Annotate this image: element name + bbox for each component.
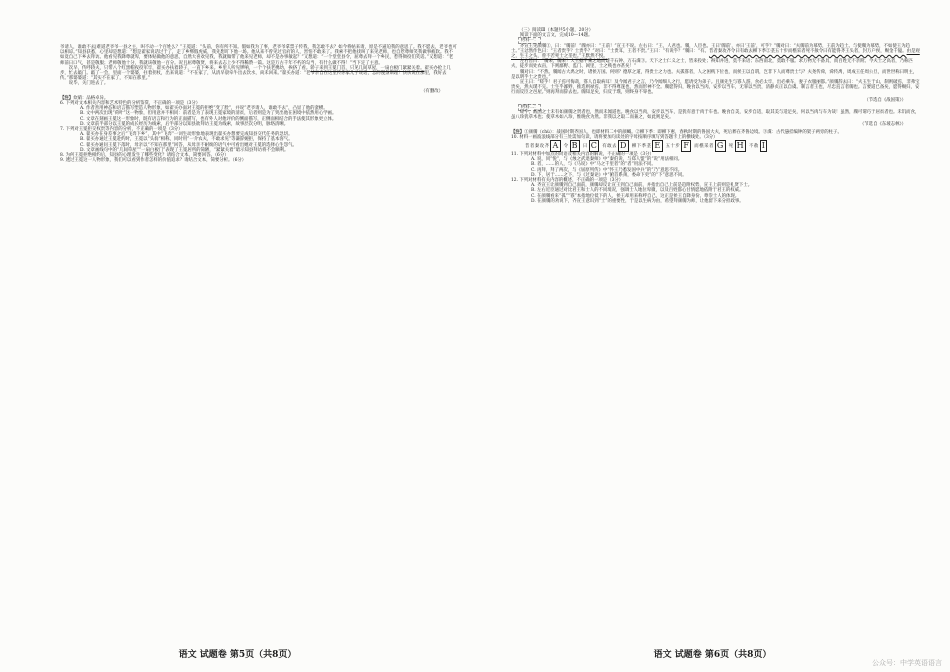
material-1-source: （节选自《战国策》） bbox=[864, 97, 906, 103]
material-1-paragraph-2: 左右皆曰：“斶来，斶来！大王据千乘之地而建千石钟、万石虡③。天下之士仁义之士，皆来役处；辩知并进，莫不来语；东西南北，莫敢不服。求万物无不备具，而百姓无不亲附。今夫士之高者，乃称匹夫，徒步而处农亩，下则鄙野、监门、闾里，士之贱也亦甚矣！” bbox=[511, 59, 913, 70]
wavy-underlined-passage: 昔者秦攻齐令曰有敢去柳下季②垄五十步而樵采者死不赦令曰有能得齐王头者，封万户侯，赐金千镒。 bbox=[708, 48, 907, 54]
question-11-option-c: C. 再拜，拜了两次，与《屈原列传》中“怀王乃悉发国中兵”的“乃”意思不同。 bbox=[531, 167, 683, 173]
material-2-label-text: 材料二： bbox=[518, 104, 542, 111]
q10-box-g: G bbox=[716, 141, 724, 151]
right-page bbox=[475, 0, 950, 672]
question-12-option-c: C. 在颜斶看来“孤”“寡”本指地位低下的人，侯王却用来称呼自己，这正是侯王自降身份、尊崇士人的体现。 bbox=[531, 193, 740, 199]
q10-segment: 而樵采者 bbox=[694, 144, 714, 150]
question-7-option-c: C. 翟买办通问王冕下落时，母亲以“不知在那里”回答，从母亲不耐烦的语气中可看出她对王冕的选择心生怨气。 bbox=[80, 142, 297, 148]
story-paragraph-2-end: 翟买办抢上几步，忙去敲门。敲了一会，里面一个婆婆，拄着拐杖，出来说道：“不在家了，从清早晨牵牛出去饮水，尚未回来。”翟买办道：“老爷亲自在这里传你家儿子说话，怎的慢条斯理！快快说在那里，我好去传。”那婆婆道：“其实不在家了，不知在那里。” bbox=[60, 65, 451, 82]
question-11-option-a: A. 说，同“悦”，与《烛之武退秦师》中“秦伯说，与郑人盟”的“说”用法相同。 bbox=[531, 157, 683, 163]
question-10-punctuation-line bbox=[525, 140, 920, 152]
question-6-option-b: B. 文中两次出现“荷叶”这一物象，但用意并不相同：前者是为了表现王冕家境的清贫，后者则是为了突出他在困境中依然用心学画。 bbox=[80, 111, 337, 117]
question-7: 7. 下列对王冕拒交权贵等内容的分析，不正确的一项是（3分） bbox=[60, 127, 183, 133]
question-12: 12. 下列对材料有关内容的概述，不正确的一项是（3分） bbox=[511, 178, 624, 184]
section-title: （三）阅读Ⅲ（本题共5小题，20分） bbox=[519, 28, 594, 33]
material-2-source: （节选自《东坡志林》） bbox=[859, 122, 906, 128]
material-1-paragraph-1-start: 齐宣王见颜斶①，曰：“斶前！”斶亦曰：“王前！”宣王不说。左右曰：“王，人君也。斶，人臣也。王曰‘斶前’，亦曰‘王前’，可乎？”斶对曰：“夫斶前为慕势，王前为趋士。与使斶为慕势，不如使王为趋士。”王忿然作色曰：“王者贵乎？士贵乎？”对曰：“士贵耳，王者不贵。”王曰：“有说乎？”斶曰：“有。 bbox=[511, 43, 910, 54]
material-1-paragraph-3: 斶对曰：“不然。斶闻古大禹之时，诸侯万国。何则？德厚之道，得贵士之力也。夫孤寡者，人之困贱下位也，而侯王以自谓，岂非下人而尊贵士与？夫尧传舜，舜传禹，周成王任周公旦，而世世称曰明主，是以明乎士之贵也。” bbox=[511, 69, 918, 80]
q10-box-a: A bbox=[552, 141, 559, 151]
question-6-option-c: C. 文章在刻画王冕这一形象时，既有语言和行为的正面描写，也有外人对他评价的侧面描写，正侧面相结合的手法使其形象更立体。 bbox=[80, 116, 337, 122]
question-12-option-a: A. 齐宣王让颜斶到自己面前，颜斶却反让宣王到自己面前，并指出自己上前是趋附权势，宣王上前则是礼贤下士。 bbox=[531, 183, 753, 189]
q10-segment: 柳下季垄 bbox=[631, 144, 652, 150]
q10-segment: 有敢去 bbox=[602, 144, 617, 150]
q10-segment: 昔者秦攻齐 bbox=[525, 144, 550, 150]
question-7-option-a: A. 翟买办在身差事之后“飞奔下乡”，其中“飞奔”一词生动形象地表现出翟买办想要完成知县交代任务的急切。 bbox=[80, 132, 293, 138]
question-11: 11. 下列对材料中加点的词语及相关内容的解说，不正确的一项是（3分） bbox=[511, 152, 654, 158]
question-9: 9. 透过王冕这一人物形象，我们可以看到作者怎样的价值追求？请结合文本，简要分析。（6分） bbox=[60, 158, 247, 164]
q10-box-e: E bbox=[654, 141, 661, 151]
page-footer-right: 语文 试题卷 第6页（共8页） bbox=[653, 649, 772, 660]
question-10: 10. 材料一画波浪线部分有三处需加句读，请将要加句读处的字母按顺序填写到答题卡上的横线处。（3分） bbox=[511, 134, 718, 140]
underlined-conclusion: 由是观之，生王之头，曾不若死士之垄也。”王默然不悦。 bbox=[511, 48, 920, 60]
question-11-option-b: B. 者，……的人，与《马说》中“马之千里者”的“者”用法不同。 bbox=[531, 162, 656, 168]
reading-instruction: 阅读下面的文言文，完成10—14题。 bbox=[519, 33, 593, 39]
material-1-label-text: 材料一： bbox=[518, 37, 542, 44]
q10-box-c: C bbox=[590, 141, 598, 151]
q10-box-h: H bbox=[736, 141, 745, 151]
underlined-sentence: 轿子来到王冕门首，只见几间草屋，一扇白板门紧紧关着。 bbox=[310, 65, 425, 71]
question-12-option-b: B. 左右近臣通过对比君王和士人的不同境况，强调士人地位卑微，以及百姓都心甘情愿地依附于君王的权威。 bbox=[531, 188, 744, 194]
annotation-label: 【注】 bbox=[511, 129, 525, 135]
material-2-paragraph: 嗟乎，战国之士未有如颜斶之贤者也，然而未闻道也。晚食以当肉，安步以当车，是犹有意于肉于车也。晚食自美，安步自适，取其美与适足矣，何以当肉与车为哉！虽然，斶可谓巧于居贫者也。未饥而食，虽八珍犹草木也；使草木如八珍，惟晚食为然。非我以之取二而兼之，如此则足矣。 bbox=[511, 110, 920, 121]
q10-segment: 曰 bbox=[582, 144, 588, 150]
material-1-paragraph-4: 宣王曰：“嗟乎！君子焉可侮哉，寡人自取病耳！及今闻君子之言，乃今闻细人之行，愿请受为弟子。且颜先生与寡人游，食必太牢，出必乘车，妻子衣服丽都。”颜斶辞去曰：“夫玉生于山，制则破焉，非弗宝贵矣，然夫璞不完。士生乎鄙野，推选则禄焉，非不得尊遂也，然而形神不全。斶愿得归，晚食以当肉，安步以当车，无罪以当贵，清静贞正以自虞。制言者王也，尽忠直言者斶也。言要道已备矣，愿得赐归，安行而反臣之邑屋。”则再拜而辞去也。斶知足矣，归反于璞，则终身不辱也。 bbox=[511, 80, 920, 96]
q10-segment: 不赦 bbox=[748, 144, 759, 150]
question-6-option-a: A. 作者善用神态和语言描写塑造人物形象，如翟买办面对王冕的拒绝“变了脸”，并说“老爷请人，谁敢不去”，凸显了他的蛮横。 bbox=[80, 106, 328, 112]
question-7-option-b: B. 翟买办通过王冕赴约时，王冕以“头翁”相称，同时用“一介农夫，不敢求见”等谦辞婉拒，保持了基本客气。 bbox=[80, 137, 293, 143]
page-footer-left: 语文 试题卷 第5页（共8页） bbox=[178, 649, 297, 660]
annotation-text: 炊硝：品格卓异。 bbox=[73, 95, 109, 101]
question-6-option-d: D. 文章前半部分以王冕的成长经历为线索，后半部分以知县欲拜访王冕为线索，故事层次分明，脉络清晰。 bbox=[80, 121, 289, 127]
question-11-option-d: D. 下，居于……之下，与《过秦论》中“俯首系颈，委命下吏”的“下”意思不同。 bbox=[531, 172, 687, 178]
annotation-label: 【注】 bbox=[60, 95, 74, 101]
annotation-text: ①颜斶（chù）：战国时期齐国人，也即材料二中的颜蠋。②柳下季：即柳下惠，春秋时期的鲁国大夫，死后葬在齐鲁边境。③虡：古代悬挂编钟的架子两旁的柱子。 bbox=[524, 129, 842, 135]
source-note: （有删改） bbox=[421, 88, 443, 94]
watermark: 公众号：中学英语语言 bbox=[872, 659, 942, 667]
story-paragraph-3: 说毕，关门进去了。 bbox=[68, 81, 109, 87]
q10-segment: 令 bbox=[563, 144, 569, 150]
q10-box-f: F bbox=[683, 141, 690, 151]
question-6: 6. 下列对文本相关内容和艺术特色的分析鉴赏，不正确的一项是（3分） bbox=[60, 101, 201, 107]
story-paragraph-1: 爷请人，谁敢不去|难道老爷爷一县之主，叫不动一个百姓么？”王冕道：“头前，你有所不知。假如我为了事，老爷爷拿票子传我，我怎敢不去？如今将帖来请，原是不逼迫我的意思了。我不愿去，老爷也可以相谅。”知县获悉，心里却是想道：“想是翟家说话过于了，走了乡绑假虎威，我先想叮下他一场。他从来不曾见过官府的人，害怕不敢来了。我索不把他找叫了来见老师，也自惹尊师笑我做事疲软。我不如竟自己下乡去拜访。他看见我降尊就卑，要体贴做他的意思，自然大喜欢见我，我就做带了他来见老师，却不是办事敏起？”又想道：“一个堂堂县令，屈尊去拜一个乡民，惹得衙役们笑话。”又想道：“老师前日口气，甚是敬服；老师敬他十分，我就该敬他一百分。况且屈尊敬贤，将来去志上少不得稀赞一篇。这是万古千年不朽的勾当，有什么做不得！”当下定了主意。 bbox=[60, 45, 457, 66]
q10-segment: 五十步 bbox=[665, 144, 681, 150]
question-8: 8. 为何王冕拒绝相约后，知县的心理发生了哪些变化？请结合文本，简要回答。（6分） bbox=[60, 153, 229, 159]
question-12-option-d: D. 在颜斶的劝说下，齐宣王意识到“士”的重要性，于是以生病为由，希望拜颜斶为师，让他留下来分担政事。 bbox=[531, 198, 744, 204]
q10-box-d: D bbox=[619, 141, 627, 151]
story-paragraph-2-start: 次早，传呼轿夫，只带八个红黑帽夜役军牢，翟买办扶着轿子，一直下乡来。乡里人听见锣响，一个个扶老携幼，挨挤了看。 bbox=[68, 65, 311, 71]
q10-segment: 死 bbox=[728, 144, 734, 150]
q10-box-i: I bbox=[761, 141, 766, 151]
question-7-option-d: D. 文章画线句中的“几间草屋”“一扇白板门”表现了王冕居所的简陋，“紧紧关着”暗示知县拜访将不会顺利。 bbox=[80, 147, 289, 153]
story-paragraph-2 bbox=[60, 66, 457, 82]
q10-box-b: B bbox=[571, 141, 578, 151]
material-1-paragraph-1 bbox=[511, 44, 920, 60]
